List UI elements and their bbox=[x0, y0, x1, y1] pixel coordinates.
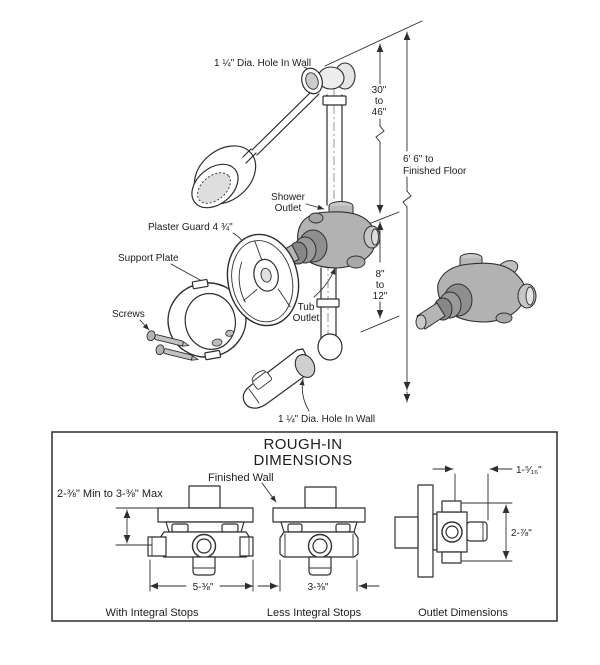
wall-depth-range-label: 2-⅜" Min to 3-⅜" Max bbox=[57, 488, 163, 500]
finished-wall-label: Finished Wall bbox=[208, 472, 274, 484]
plaster-guard-label: Plaster Guard 4 ¾" bbox=[148, 222, 233, 233]
shower-arm bbox=[252, 84, 325, 155]
panel-title-2: DIMENSIONS bbox=[253, 452, 353, 469]
shower-outlet-label-1: Shower bbox=[271, 192, 305, 203]
dim-floor-height-1: 6' 6" to bbox=[403, 154, 434, 165]
hole-in-wall-top-label: 1 ¼" Dia. Hole In Wall bbox=[214, 58, 312, 69]
caption-less-integral-stops: Less Integral Stops bbox=[266, 607, 362, 619]
outlet-depth-value: 1-⁵⁄₁₆" bbox=[516, 465, 542, 476]
caption-outlet-dimensions: Outlet Dimensions bbox=[418, 607, 508, 619]
dim-valve-to-spout-1: 8" bbox=[375, 269, 385, 280]
outlet-height-value: 2-⅞" bbox=[511, 528, 532, 539]
hole-in-wall-bottom-label: 1 ¼" Dia. Hole In Wall bbox=[278, 414, 376, 425]
tub-outlet-label-2: Outlet bbox=[292, 313, 320, 324]
riser-pipe bbox=[323, 88, 346, 210]
dim-valve-to-spout-3: 12" bbox=[372, 291, 388, 302]
tub-spout bbox=[243, 334, 342, 408]
dim-showerhead-height-1: 30" bbox=[371, 85, 387, 96]
shower-head bbox=[183, 134, 267, 217]
screws-label: Screws bbox=[112, 309, 145, 320]
panel-title-1: ROUGH-IN bbox=[263, 436, 343, 453]
dim-showerhead-height-2: to bbox=[374, 96, 384, 107]
width-less-stops-value: 3-⅜" bbox=[307, 582, 329, 593]
support-plate-label: Support Plate bbox=[118, 253, 179, 264]
shower-outlet-label-2: Outlet bbox=[274, 203, 302, 214]
tub-outlet-label-1: Tub bbox=[297, 302, 315, 313]
valve-detail-view bbox=[416, 254, 536, 330]
caption-with-integral-stops: With Integral Stops bbox=[105, 607, 199, 619]
dim-valve-to-spout-2: to bbox=[375, 280, 385, 291]
dim-floor-height-2: Finished Floor bbox=[403, 166, 467, 177]
width-with-stops-value: 5-⅜" bbox=[192, 582, 214, 593]
dim-showerhead-height-3: 46" bbox=[371, 107, 387, 118]
